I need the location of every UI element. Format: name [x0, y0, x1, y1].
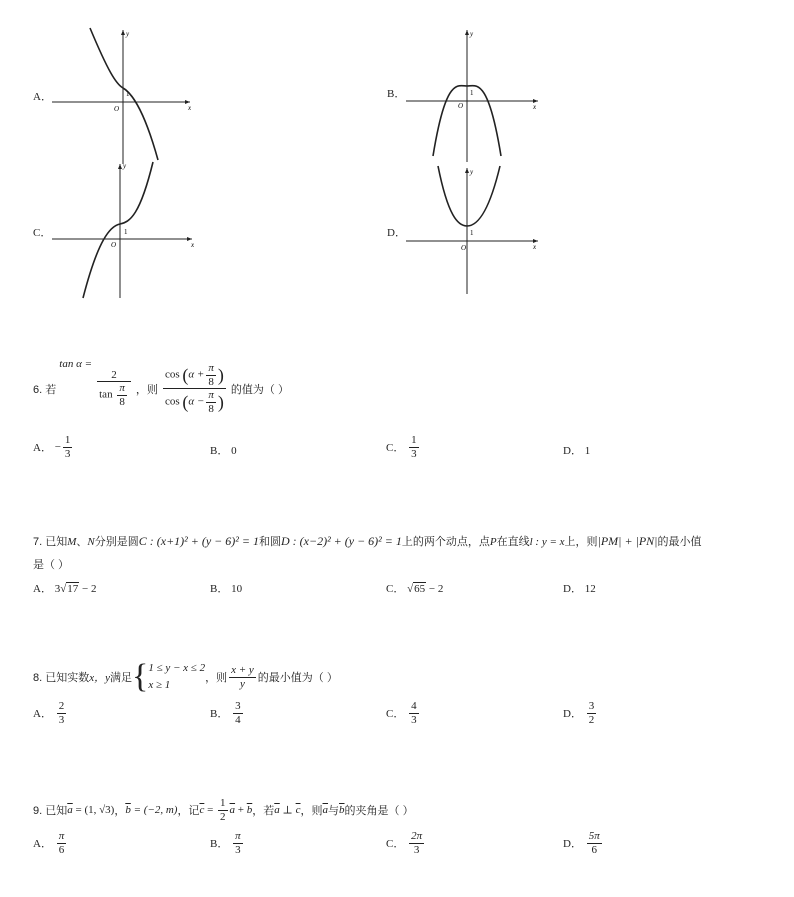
q6-pi8-bottom: [206, 389, 216, 415]
q9-option-c[interactable]: [386, 830, 426, 856]
curve: [438, 166, 500, 226]
q6-alpha-plus: α +: [188, 368, 205, 381]
option-label: C．: [386, 838, 405, 851]
vector-b: $\overline{b}$: [125, 804, 131, 817]
option-fraction: [233, 830, 243, 856]
frac-num: 2: [58, 700, 65, 712]
one-label: 1: [470, 89, 474, 97]
y-axis-arrow-icon: [121, 30, 125, 35]
option-label: B．: [210, 838, 229, 851]
option-label: D．: [563, 445, 582, 457]
option-value: 10: [231, 583, 243, 595]
q9-text-1: 9. 已知: [33, 805, 68, 818]
frac-den: 6: [58, 843, 65, 856]
q6-frac-num: 2: [97, 369, 131, 383]
q8-text-3: ，则: [205, 672, 228, 685]
frac-den: 3: [411, 713, 417, 726]
q6-alpha-minus: α −: [188, 395, 205, 408]
option-value: 1: [584, 445, 591, 457]
question-6: [33, 358, 289, 416]
q8-option-b[interactable]: [210, 700, 245, 726]
frac-den: 3: [58, 713, 65, 726]
option-label: A．: [33, 442, 52, 455]
q7-text-7: 是（ ）: [33, 559, 70, 571]
sqrt-coef: 3: [54, 583, 61, 595]
option-label: D．: [563, 838, 582, 851]
q6-option-d[interactable]: [563, 442, 590, 458]
q6-tan-word: tan: [99, 389, 113, 402]
option-label: A．: [33, 583, 52, 595]
frac-num: x + y: [231, 663, 254, 676]
q6-cos-bottom: cos: [164, 395, 180, 408]
q7-option-b[interactable]: [210, 580, 242, 596]
q6-pi: π: [119, 382, 125, 395]
q9-perp: ⊥: [279, 804, 296, 817]
q9-b-value: = (−2, m): [130, 804, 178, 817]
vector-c: $\overline{c}$: [199, 804, 205, 817]
option-fraction: [587, 700, 597, 726]
q7-and: 和圆: [258, 536, 281, 548]
origin-label: O: [461, 244, 467, 252]
frac-num: 4: [411, 700, 417, 712]
option-fraction: [57, 830, 67, 856]
frac-num: 1: [64, 434, 71, 446]
q9-text-5: 的夹角是（ ）: [344, 805, 414, 818]
q6-tan-alpha: tan α =: [59, 358, 93, 370]
option-label: C．: [386, 583, 405, 595]
q9-option-b[interactable]: [210, 830, 245, 856]
one-label: 1: [124, 228, 128, 236]
one-label: 1: [470, 229, 474, 237]
q9-text-2: ，记: [177, 805, 200, 818]
q8-constraint-2: x ≥ 1: [148, 679, 171, 692]
q7-text-6: 的最小值: [657, 536, 702, 548]
option-fraction: [233, 700, 243, 726]
q7-circle-c: C : (x+1)² + (y − 6)² = 1: [138, 534, 259, 548]
curve: [83, 162, 153, 298]
q6-cos-num: cos (α + $\frac{\pi}{8}$ ): [164, 362, 224, 388]
q6-pi8-top: [206, 362, 216, 388]
q8-text-1: 8. 已知实数: [33, 672, 90, 685]
question-8: [33, 660, 338, 694]
q8-brace-icon: {: [132, 658, 149, 696]
q9-a-value: = (1, √3): [72, 804, 115, 817]
option-fraction: [57, 700, 67, 726]
q7-text-4: 在直线: [496, 536, 530, 548]
q6-pi-top: π: [208, 362, 214, 374]
graph-b-label: B．: [387, 88, 406, 100]
q7-text-3: 上的两个动点，点: [401, 536, 490, 548]
q9-option-d[interactable]: [563, 830, 604, 856]
option-label: A．: [33, 838, 52, 851]
q7-text-2: 分别是圆: [94, 536, 139, 548]
option-label: A．: [33, 708, 52, 721]
option-sign: −: [54, 441, 61, 454]
sqrt-radicand: 17: [67, 583, 79, 595]
q6-then: ，则: [135, 383, 158, 396]
curve: [90, 28, 158, 160]
option-label: C．: [386, 708, 405, 721]
graph-d: [402, 160, 552, 300]
y-axis-arrow-icon: [465, 168, 469, 173]
option-label: D．: [563, 708, 582, 721]
q9-comma: ，: [114, 805, 126, 818]
q7-circle-d: D : (x−2)² + (y − 6)² = 1: [280, 534, 402, 548]
option-fraction: [409, 434, 419, 460]
q7-option-d[interactable]: [563, 580, 596, 596]
q6-option-c[interactable]: [386, 434, 421, 460]
q7-expr: |PM| + |PN|: [597, 534, 658, 548]
value-rest: − 2: [426, 583, 444, 595]
frac-den: 3: [411, 447, 417, 460]
option-label: B．: [210, 583, 229, 595]
frac-den: y: [239, 677, 245, 690]
option-value: 12: [584, 583, 596, 595]
graph-d-label: D．: [387, 227, 406, 239]
graph-c: [48, 160, 198, 300]
option-value: 0: [231, 445, 237, 457]
axis-label-x: x: [191, 241, 195, 249]
q9-plus: +: [235, 804, 247, 817]
y-axis-arrow-icon: [465, 30, 469, 35]
q9-text-3: ，若: [252, 805, 275, 818]
q8-constraints: [148, 660, 205, 694]
graph-c-label: C．: [33, 227, 52, 239]
frac-den: 6: [591, 843, 597, 856]
question-7: [33, 533, 701, 549]
q7-option-a[interactable]: [33, 580, 96, 596]
q6-cos-ratio: [163, 362, 226, 416]
q6-option-b[interactable]: [210, 442, 237, 458]
vector-b: $\overline{b}$: [339, 804, 345, 817]
frac-num: 3: [588, 700, 595, 712]
axis-label-x: x: [533, 243, 537, 251]
q9-text-4: ，则: [300, 805, 323, 818]
q6-eight-top: 8: [208, 375, 214, 388]
option-label: B．: [210, 445, 229, 457]
option-value: √65 − 2: [407, 583, 444, 595]
option-fraction: [587, 830, 602, 856]
axis-label-y: y: [470, 30, 474, 38]
question-9: [33, 797, 414, 823]
q6-option-a[interactable]: [33, 434, 74, 460]
q6-cos-den: cos (α − $\frac{\pi}{8}$ ): [164, 389, 224, 415]
vector-b: $\overline{b}$: [246, 804, 253, 817]
option-label: D．: [563, 583, 582, 595]
q8-vars: x，y: [89, 672, 110, 685]
q8-constraint-1: 1 ≤ y − x ≤ 2: [148, 662, 206, 674]
origin-label: O: [458, 102, 464, 110]
frac-num: π: [58, 830, 65, 842]
q7-sep: 、: [76, 536, 88, 548]
origin-label: O: [114, 105, 120, 113]
frac-den: 2: [588, 713, 595, 726]
option-label: C．: [386, 442, 405, 455]
frac-den: 3: [413, 843, 420, 856]
option-fraction: [63, 434, 73, 460]
option-value: 3√17 − 2: [54, 583, 97, 595]
frac-num: π: [235, 830, 241, 842]
q6-cos-top: cos: [164, 368, 180, 381]
axis-label-y: y: [470, 168, 474, 176]
y-axis-arrow-icon: [118, 164, 122, 169]
vector-a: $\overline{a}$: [322, 804, 329, 817]
one-label: 1: [126, 90, 130, 98]
q8-text-2: 满足: [110, 672, 132, 685]
q6-tail: 的值为（ ）: [230, 383, 289, 396]
frac-den: 3: [235, 843, 241, 856]
option-fraction: [409, 700, 419, 726]
axis-label-y: y: [126, 30, 130, 38]
q7-option-c[interactable]: [386, 580, 443, 596]
q6-eight: 8: [119, 396, 125, 409]
frac-den: 2: [220, 810, 226, 823]
frac-den: 4: [235, 713, 241, 726]
q6-fraction-2-over-tan: [97, 369, 131, 409]
graph-a: [48, 26, 198, 166]
frac-num: 1: [411, 434, 417, 446]
q8-option-c[interactable]: [386, 700, 421, 726]
option-label: B．: [210, 708, 229, 721]
axis-label-x: x: [188, 104, 192, 112]
question-7-line-2: [33, 556, 69, 572]
vector-c: $\overline{c}$: [295, 804, 301, 817]
q7-P: P: [489, 536, 497, 548]
vector-a: $\overline{a}$: [229, 804, 236, 817]
q7-N: N: [87, 536, 95, 548]
option-fraction: [409, 830, 424, 856]
q7-line: l : y = x: [529, 536, 565, 548]
graph-b: [402, 26, 552, 166]
q8-option-a[interactable]: [33, 700, 68, 726]
frac-num: 5π: [588, 830, 600, 842]
axis-label-y: y: [123, 162, 127, 170]
q6-pi-bottom: π: [208, 389, 214, 402]
value-rest: − 2: [79, 583, 97, 595]
origin-label: O: [111, 241, 117, 249]
q9-option-a[interactable]: [33, 830, 68, 856]
q9-with: 与: [328, 805, 340, 818]
vector-a: $\overline{a}$: [67, 804, 73, 817]
frac-num: 3: [235, 700, 241, 712]
graph-a-label: A．: [33, 91, 52, 103]
q6-pi-over-8: [117, 382, 127, 408]
q9-equals: =: [204, 804, 217, 817]
q7-text-1: 7. 已知: [33, 536, 68, 548]
q8-fraction: [229, 664, 256, 690]
frac-num: 2π: [411, 830, 423, 842]
axis-label-x: x: [533, 103, 537, 111]
q9-half: [218, 797, 228, 823]
frac-den: 3: [64, 447, 71, 460]
q7-text-5: 上，则: [564, 536, 598, 548]
sqrt-radicand: 65: [414, 583, 426, 595]
q6-frac-den: [97, 382, 131, 408]
vector-a: $\overline{a}$: [274, 804, 280, 817]
q8-option-d[interactable]: [563, 700, 598, 726]
q7-M: M: [67, 536, 77, 548]
q8-text-4: 的最小值为（ ）: [257, 672, 338, 685]
q6-eight-bottom: 8: [208, 402, 214, 415]
frac-num: 1: [220, 797, 226, 809]
q6-number: 6. 若: [33, 383, 57, 396]
